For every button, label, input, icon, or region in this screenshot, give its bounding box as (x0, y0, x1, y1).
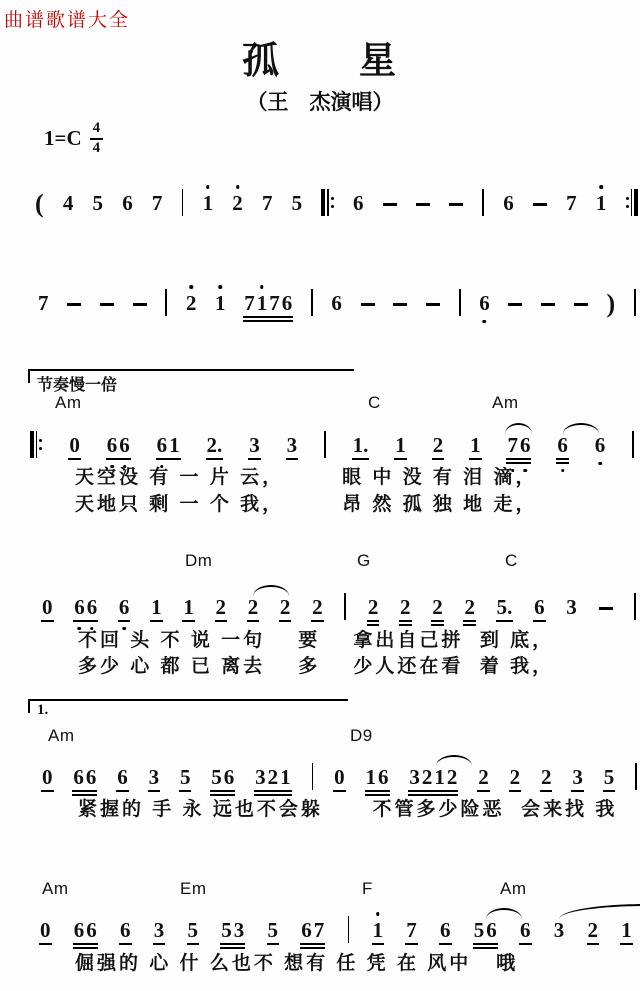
note: 1 (395, 435, 406, 456)
note: 6 (331, 291, 342, 315)
barline (634, 593, 636, 620)
dash-note (599, 607, 613, 618)
note: 0 (42, 597, 53, 618)
note: 7 (151, 191, 163, 215)
note: 3 (566, 595, 577, 619)
note: 2 (312, 597, 323, 618)
barline (311, 289, 313, 316)
note: ) (606, 289, 616, 318)
chord-row-4 (0, 879, 640, 899)
chord-label: Dm (185, 551, 213, 570)
note: 6 (122, 191, 133, 215)
dash-note (574, 303, 588, 314)
chord-label: Am (55, 393, 82, 412)
note: 1 6 (366, 767, 389, 788)
barline (165, 289, 167, 316)
tempo-note-label: 节奏慢一倍 (37, 377, 118, 394)
note: 6 (503, 191, 514, 215)
note: 5 (188, 920, 199, 941)
dash-note (133, 303, 147, 314)
barline (632, 431, 634, 458)
barline (348, 916, 350, 943)
repeat-end-barline (626, 189, 638, 216)
chord-label: Am (492, 393, 519, 412)
music-line-verse-2 (42, 588, 636, 618)
note: 6 (117, 767, 128, 788)
chord-label: Am (48, 726, 75, 745)
volta-bracket (28, 699, 348, 718)
dash-note (67, 303, 81, 314)
note: 2 (510, 767, 521, 788)
dash-note (100, 303, 114, 314)
dash-note (393, 303, 407, 314)
note: 5. (497, 597, 513, 618)
note: 3 2 1 2 (409, 767, 457, 788)
chord-label: Am (42, 879, 69, 898)
note: 0 (42, 767, 53, 788)
note: 6 6 (74, 920, 97, 941)
barline (482, 189, 484, 216)
note: 6 (595, 435, 606, 456)
note: 6 (557, 435, 568, 456)
chord-label: G (357, 551, 371, 570)
music-line-intro-2 (38, 284, 636, 318)
note: 1 (203, 193, 214, 214)
note: 1 (470, 435, 481, 456)
note: 6 (120, 920, 131, 941)
note: 1 (596, 193, 607, 214)
note: 3 (287, 435, 298, 456)
note: 6 (534, 597, 545, 618)
barline (344, 593, 346, 620)
note: 1 (621, 920, 632, 941)
note: 6 (520, 920, 531, 941)
note: 1. (353, 435, 369, 456)
chord-label: Em (180, 879, 207, 898)
barline (635, 763, 637, 790)
chord-label: Am (500, 879, 527, 898)
note: 5 6 (474, 920, 497, 941)
note: 6 (440, 920, 451, 941)
site-brand: 曲谱歌谱大全 (4, 10, 131, 31)
music-line-intro-1 (35, 184, 638, 218)
music-line-verse-3 (42, 758, 637, 788)
lyric-line-3: 不回 头 不 说 一句 要 拿出自己拼 到 底， (78, 630, 555, 651)
lyric-line-2: 天地只 剩 一 个 我， 昂 然 孤 独 地 走， (75, 494, 538, 515)
song-title: 孤 星 (242, 40, 398, 81)
note: 2 (464, 597, 475, 618)
note: 3 2 1 (255, 767, 291, 788)
barline (182, 189, 184, 216)
dash-note (508, 303, 522, 314)
music-line-verse-4 (40, 911, 632, 941)
dash-note (383, 203, 397, 214)
tempo-bracket (28, 369, 354, 394)
note: 2 (232, 193, 243, 214)
chord-label: C (505, 551, 518, 570)
note: 3 (154, 920, 165, 941)
dash-note (449, 203, 463, 214)
note: 7 1 7 6 (244, 293, 292, 314)
chord-row-2 (0, 551, 640, 571)
note: 5 (291, 191, 303, 215)
note: 2 (186, 293, 197, 314)
key-text: 1=C (44, 126, 82, 151)
note: 6 1 (157, 435, 180, 456)
note: 5 6 (211, 767, 234, 788)
lyric-line-6: 倔强的 心 什 么也不 想有 任 凭 在 风中 哦 (75, 953, 519, 974)
note: 7 6 (507, 435, 530, 456)
lyric-line-1: 天空没 有 一 片 云， 眼 中 没 有 泪 滴， (75, 467, 538, 488)
lyric-line-5: 紧握的 手 永 远也不会躲 不管多少险恶 会来找 我 (78, 799, 618, 820)
note: 6 6 (107, 435, 130, 456)
note: 5 (92, 191, 104, 215)
note: 5 3 (221, 920, 244, 941)
note: 2 (400, 597, 411, 618)
note: 1 (215, 293, 226, 314)
note: 0 (40, 920, 51, 941)
note: ( (35, 189, 44, 218)
note: 2 (478, 767, 489, 788)
chord-label: F (362, 879, 373, 898)
note: 4 (62, 191, 74, 215)
note: 3 (572, 767, 583, 788)
note: 3 (249, 435, 260, 456)
note: 6 (353, 191, 364, 215)
chord-row-1 (0, 393, 640, 413)
dash-note (541, 303, 555, 314)
note: 1 (151, 597, 162, 618)
note: 6 7 (301, 920, 324, 941)
dash-note (416, 203, 430, 214)
chord-label: D9 (350, 726, 373, 745)
barline (459, 289, 461, 316)
barline (312, 763, 314, 790)
chord-label: C (368, 393, 381, 412)
note: 6 (119, 597, 130, 618)
meter-numerator: 4 (90, 121, 104, 140)
barline (634, 289, 636, 316)
music-line-verse-1 (30, 426, 634, 456)
note: 1 (183, 597, 194, 618)
barline (324, 431, 326, 458)
note: 1 (373, 920, 384, 941)
note: 7 (406, 920, 417, 941)
note: 2 (541, 767, 552, 788)
note: 5 (180, 767, 191, 788)
note: 2 (588, 920, 599, 941)
note: 3 (149, 767, 160, 788)
repeat-start-barline (321, 189, 333, 216)
note: 6 (479, 293, 490, 314)
meter-denominator: 4 (92, 139, 101, 156)
note: 2 (280, 597, 291, 618)
note: 7 (38, 291, 49, 315)
chord-row-3 (0, 726, 640, 746)
note: 5 (268, 920, 279, 941)
note: 3 (554, 920, 565, 941)
note: 2 (248, 597, 259, 618)
note: 2. (207, 435, 223, 456)
meter-fraction (90, 121, 104, 157)
note: 7 (261, 191, 273, 215)
song-subtitle: （王 杰演唱） (246, 91, 394, 114)
note: 6 6 (74, 597, 97, 618)
note: 0 (334, 767, 345, 788)
dash-note (426, 303, 440, 314)
note: 6 6 (73, 767, 96, 788)
note: 0 (69, 435, 80, 456)
dash-note (533, 203, 547, 214)
note: 5 (604, 767, 615, 788)
dash-note (361, 303, 375, 314)
note: 2 (433, 435, 444, 456)
note: 2 (432, 597, 443, 618)
note: 2 (216, 597, 227, 618)
volta-label: 1. (37, 702, 49, 718)
note: 7 (566, 191, 577, 215)
repeat-start-barline (30, 431, 42, 458)
key-signature (44, 121, 103, 157)
note: 2 (368, 597, 379, 618)
lyric-line-4: 多少 心 都 已 离去 多 少人还在看 着 我， (78, 656, 555, 677)
